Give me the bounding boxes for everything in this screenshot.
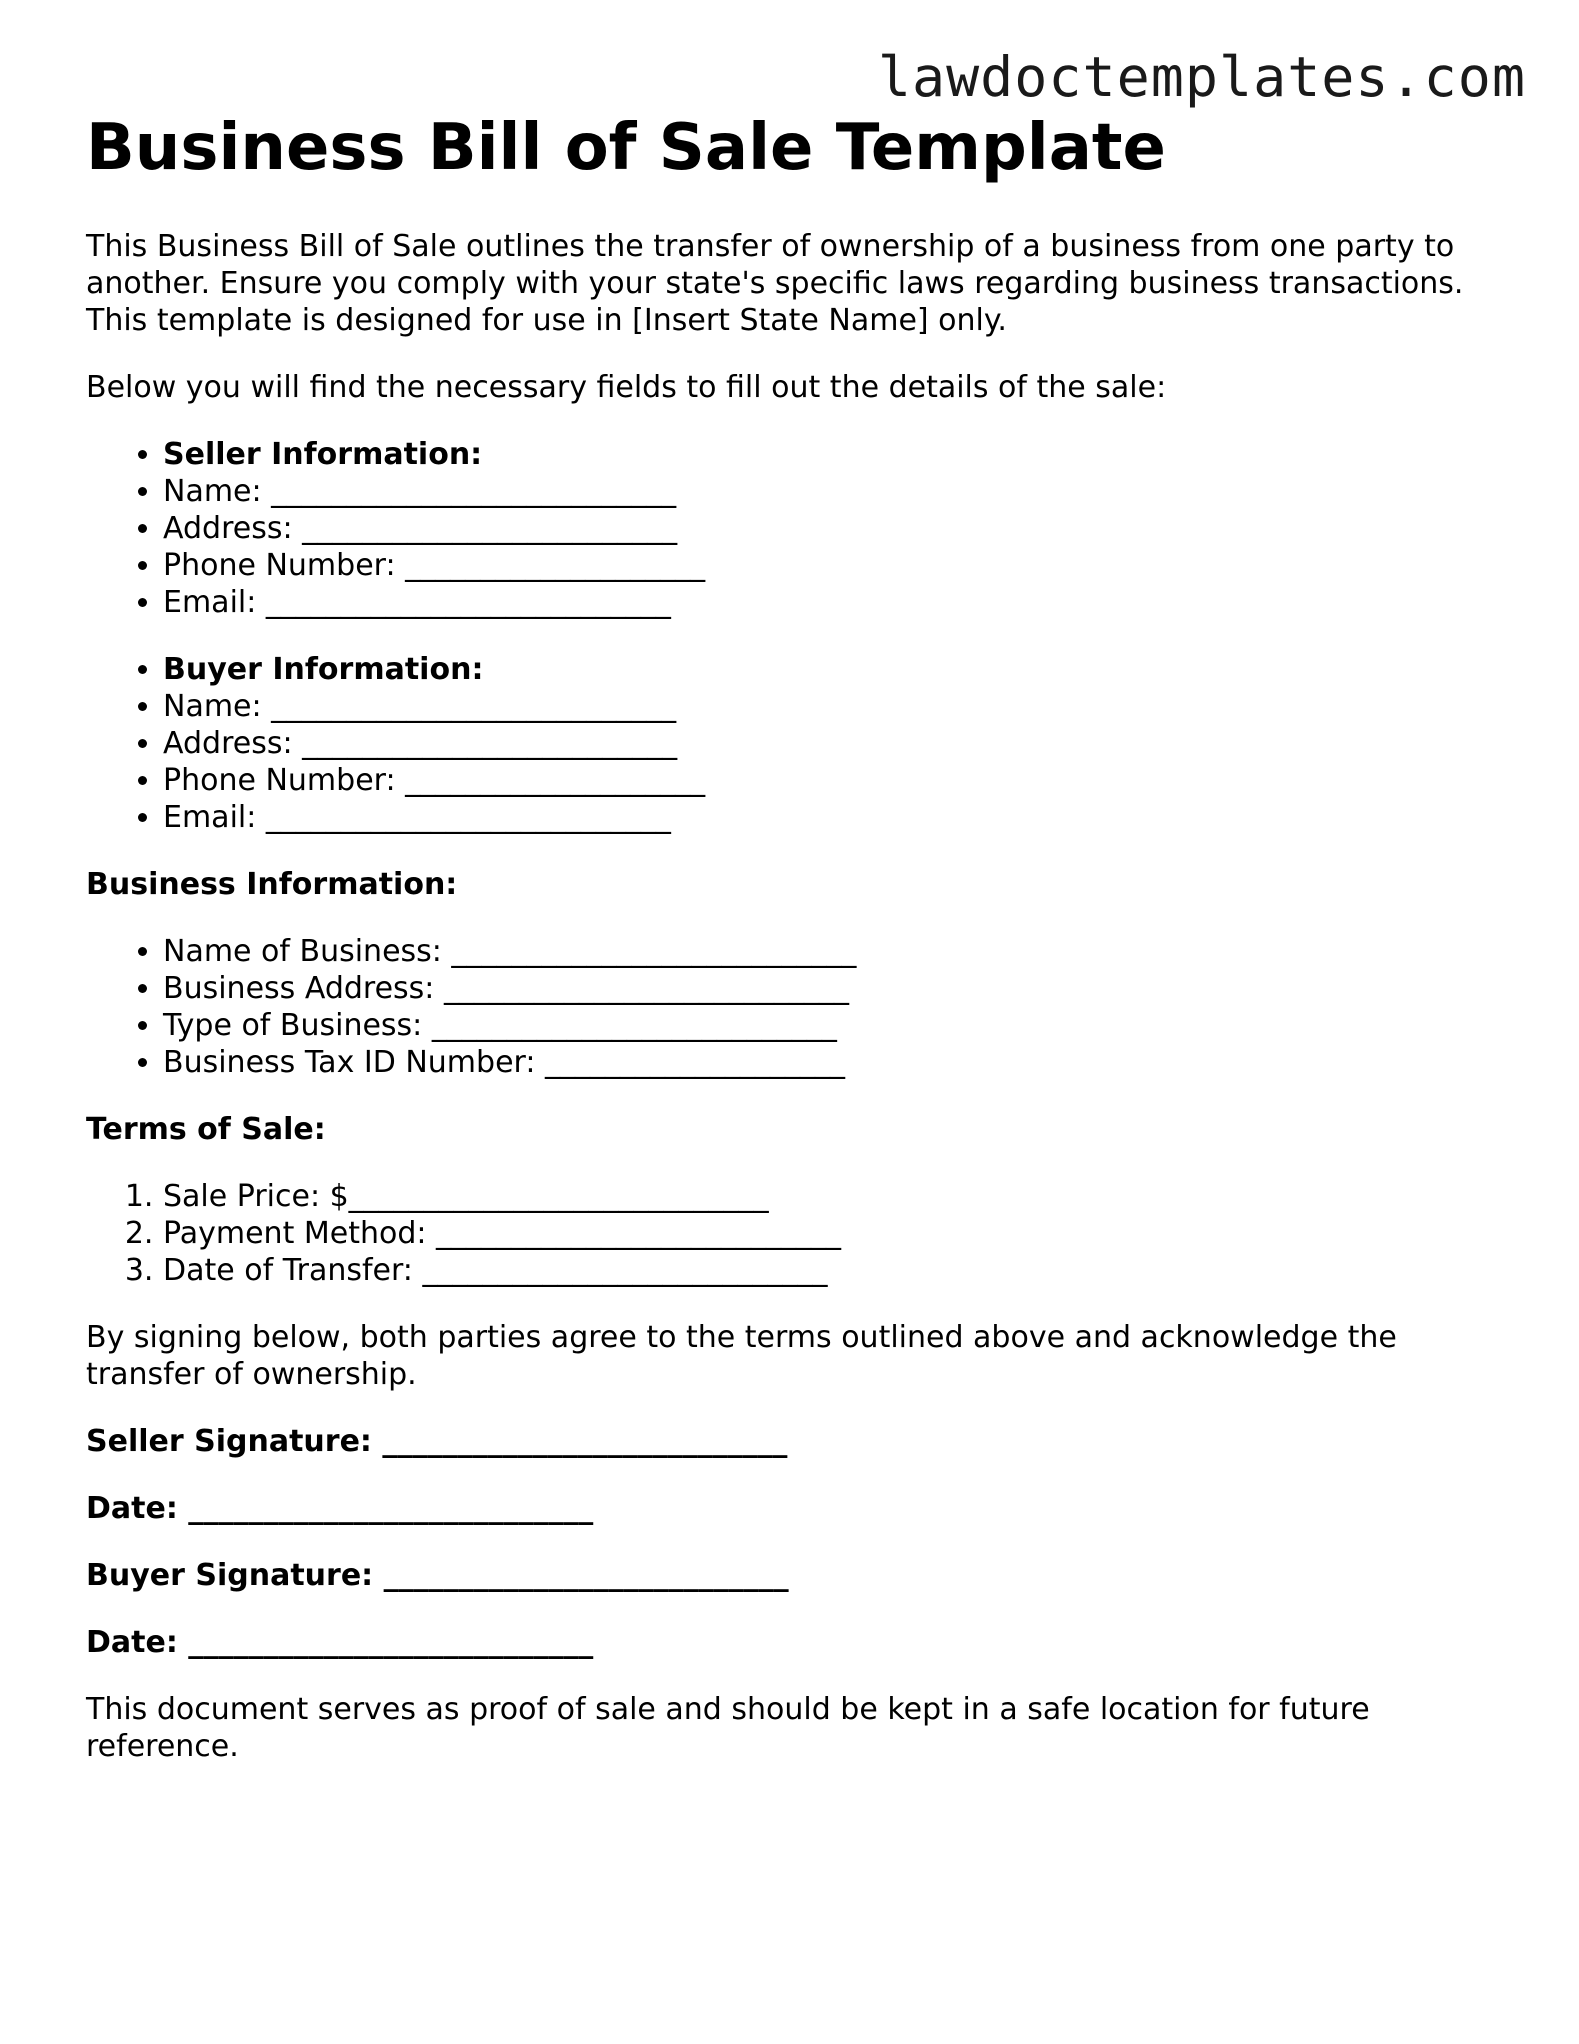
business-address-field: • Business Address: ___________________________ [163, 970, 1506, 1007]
buyer-email-field: • Email: ___________________________ [163, 799, 1506, 836]
terms-of-sale-heading: Terms of Sale: [86, 1112, 326, 1147]
payment-method-field: 2. Payment Method: ___________________________ [163, 1215, 1506, 1252]
sale-price-field: 1. Sale Price: $____________________________ [163, 1178, 1506, 1215]
buyer-info-list [86, 651, 1506, 836]
intro-paragraph: This Business Bill of Sale outlines the transfer of ownership of a business from one party to another. Ensure you comply with your state's specific laws regarding business transactions. This template is designed for use in [Insert State Name] only. [86, 229, 1464, 338]
seller-info-list [86, 436, 1506, 621]
closing-paragraph: This document serves as proof of sale and should be kept in a safe location for future reference. [86, 1692, 1370, 1764]
business-name-field: • Name of Business: ___________________________ [163, 933, 1506, 970]
date-of-transfer-field: 3. Date of Transfer: ___________________________ [163, 1252, 1506, 1289]
seller-email-field: • Email: ___________________________ [163, 584, 1506, 621]
seller-address-field: • Address: _________________________ [163, 510, 1506, 547]
business-type-field: • Type of Business: ___________________________ [163, 1007, 1506, 1044]
seller-phone-field: • Phone Number: ____________________ [163, 547, 1506, 584]
terms-of-sale-list [86, 1178, 1506, 1289]
business-tax-id-field: • Business Tax ID Number: ____________________ [163, 1044, 1506, 1081]
buyer-info-heading: • Buyer Information: [163, 651, 1506, 688]
business-info-heading: Business Information: [86, 867, 458, 902]
seller-signature-line: Seller Signature: ___________________________ [86, 1424, 788, 1459]
seller-info-heading: • Seller Information: [163, 436, 1506, 473]
buyer-date-line: Date: ___________________________ [86, 1625, 594, 1660]
watermark-text: lawdoctemplates.com [877, 45, 1526, 109]
business-info-list [86, 933, 1506, 1081]
instructions-paragraph: Below you will find the necessary fields to fill out the details of the sale: [86, 370, 1167, 405]
agreement-paragraph: By signing below, both parties agree to the terms outlined above and acknowledge the transfer of ownership. [86, 1320, 1397, 1392]
buyer-name-field: • Name: ___________________________ [163, 688, 1506, 725]
seller-date-line: Date: ___________________________ [86, 1491, 594, 1526]
seller-name-field: • Name: ___________________________ [163, 473, 1506, 510]
buyer-signature-line: Buyer Signature: ___________________________ [86, 1558, 789, 1593]
buyer-phone-field: • Phone Number: ____________________ [163, 762, 1506, 799]
document-title: Business Bill of Sale Template [86, 111, 1166, 185]
buyer-address-field: • Address: _________________________ [163, 725, 1506, 762]
document-body [86, 110, 1506, 1795]
